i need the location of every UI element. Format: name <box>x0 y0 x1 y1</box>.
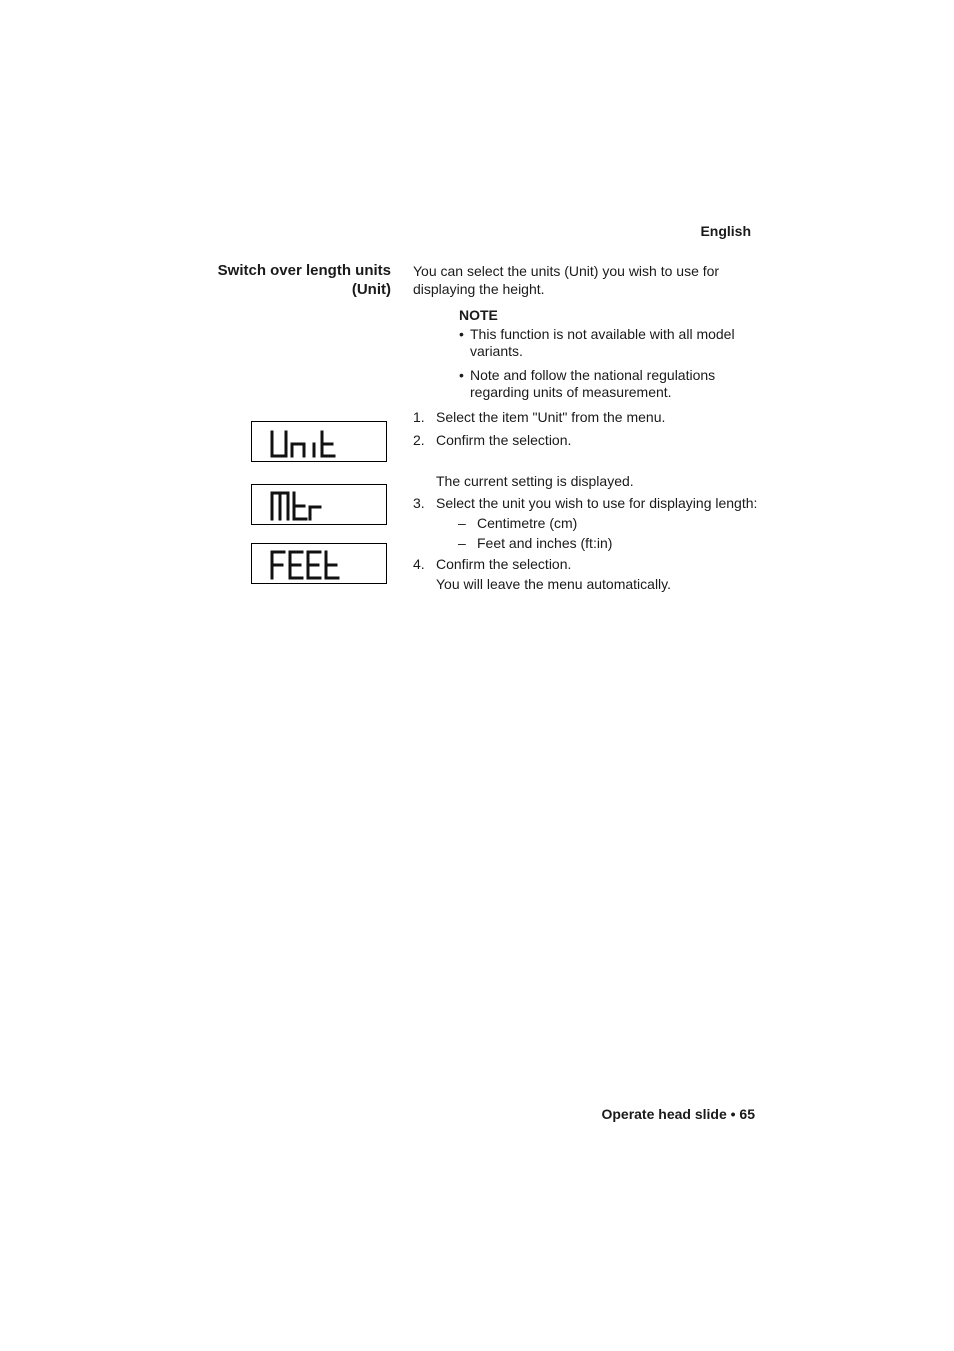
intro-paragraph: You can select the units (Unit) you wish to use for displaying the height. <box>413 263 720 297</box>
step-number: 2. <box>413 432 425 448</box>
option-text: Feet and inches (ft:in) <box>477 535 613 551</box>
note-bullet-1 <box>459 326 759 359</box>
section-title: Switch over length units (Unit) <box>217 262 391 298</box>
lcd-feet-glyphs <box>252 544 388 585</box>
step-4-result: You will leave the menu automatically. <box>436 576 672 592</box>
bullet-dot: • <box>459 326 464 342</box>
dash: – <box>458 535 466 551</box>
step-number: 1. <box>413 409 425 425</box>
lcd-display-mtr <box>251 484 387 525</box>
step-text: Confirm the selection. <box>436 432 572 448</box>
note-heading: NOTE <box>459 307 498 323</box>
lcd-unit-glyphs <box>252 422 388 463</box>
page-footer: Operate head slide • 65 <box>601 1106 755 1122</box>
bullet-dot: • <box>459 367 464 383</box>
lcd-display-feet <box>251 543 387 584</box>
dash: – <box>458 515 466 531</box>
option-text: Centimetre (cm) <box>477 515 578 531</box>
note-bullet-text: Note and follow the national regulations regarding units of measurement. <box>470 367 716 400</box>
step-text: Select the item "Unit" from the menu. <box>436 409 666 425</box>
note-bullet-2 <box>459 367 759 400</box>
lcd-display-unit <box>251 421 387 462</box>
step-number: 3. <box>413 495 425 511</box>
step-text: Confirm the selection. <box>436 556 572 572</box>
step-2-result: The current setting is displayed. <box>436 473 634 489</box>
lcd-mtr-glyphs <box>252 485 388 526</box>
step-text: Select the unit you wish to use for displaying length: <box>436 495 758 511</box>
step-number: 4. <box>413 556 425 572</box>
note-bullet-text: This function is not available with all model variants. <box>470 326 735 359</box>
language-label: English <box>700 223 751 239</box>
